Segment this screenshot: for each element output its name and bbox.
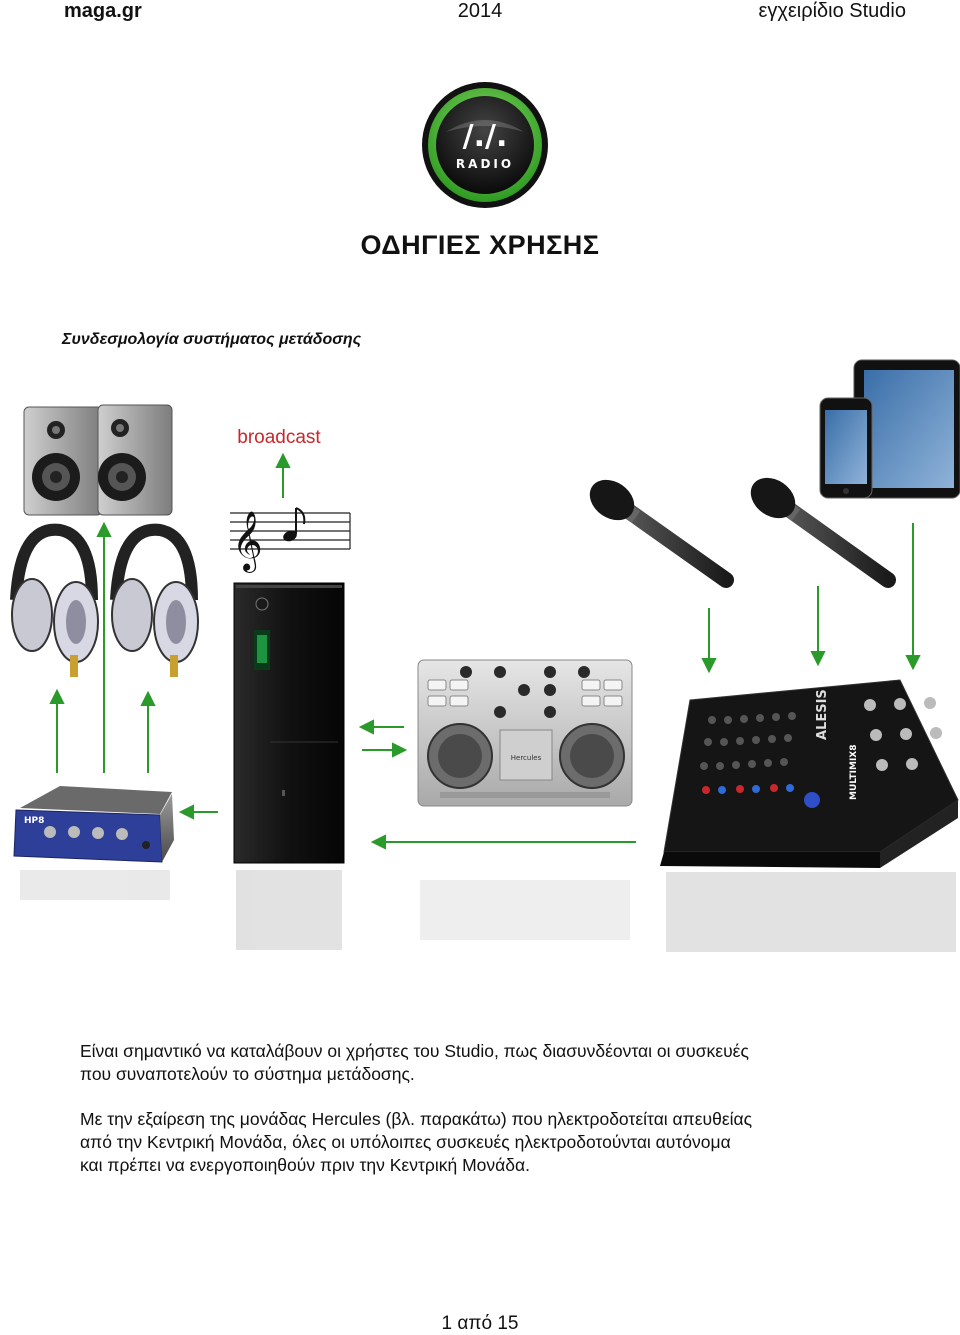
paragraph-line: Είναι σημαντικό να καταλάβουν οι χρήστες του Studio, πως διασυνδέονται οι συσκευές (80, 1041, 749, 1061)
amp-brand: HP8 (24, 816, 45, 826)
arrow-down-icon (703, 659, 715, 671)
logo-text: RADIO (455, 157, 515, 171)
microphone-icon (582, 471, 726, 580)
hercules-controller-icon (418, 660, 632, 806)
page-number: 1 από 15 (441, 1313, 519, 1334)
header-doc-title: εγχειρίδιο Studio (758, 0, 906, 22)
page-title: ΟΔΗΓΙΕΣ ΧΡΗΣΗΣ (360, 230, 600, 260)
arrow-up-icon (98, 524, 110, 536)
arrow-down-icon (907, 656, 919, 668)
headphones-icon (112, 530, 198, 677)
arrow-up-icon (277, 455, 289, 467)
header-year: 2014 (457, 0, 503, 22)
headphones-icon (12, 530, 98, 677)
svg-text:𝄞: 𝄞 (232, 511, 263, 571)
music-note-icon (230, 508, 350, 573)
arrow-left-icon (181, 806, 193, 818)
arrow-up-icon (51, 691, 63, 703)
radio-logo (420, 80, 550, 210)
speaker-icon (98, 405, 172, 515)
mixer-model: MULTIMIX8 (849, 744, 859, 800)
section-subtitle: Συνδεσμολογία συστήματος μετάδοσης (62, 331, 362, 348)
header-site: maga.gr (64, 0, 142, 22)
headphone-amplifier-icon (14, 786, 174, 862)
paragraph-line: Με την εξαίρεση της μονάδας Hercules (βλ. παρακάτω) που ηλεκτροδοτείται απευθείας (80, 1109, 753, 1129)
speaker-icon (24, 407, 102, 515)
broadcast-label: broadcast (237, 427, 321, 448)
device-reflections (20, 870, 956, 952)
arrow-left-icon (373, 836, 385, 848)
arrow-down-icon (812, 652, 824, 664)
paragraph-intro (80, 1040, 910, 1086)
arrow-up-icon (142, 693, 154, 705)
paragraph-line: και πρέπει να ενεργοποιηθούν πριν την Κεντρική Μονάδα. (80, 1155, 530, 1175)
mixer-icon (660, 680, 958, 868)
arrow-left-icon (361, 721, 373, 733)
controller-brand: Hercules (510, 754, 542, 762)
paragraph-line: από την Κεντρική Μονάδα, όλες οι υπόλοιπες συσκευές ηλεκτροδοτούνται αυτόνομα (80, 1132, 731, 1152)
central-unit-icon (234, 583, 344, 863)
arrow-right-icon (393, 744, 405, 756)
mixer-brand: ALESIS (815, 689, 830, 740)
paragraph-line: που συναποτελούν το σύστημα μετάδοσης. (80, 1064, 415, 1084)
logo-mark: /./. (462, 119, 508, 154)
smartphone-icon (820, 398, 872, 498)
connection-diagram (0, 350, 960, 990)
paragraph-power (80, 1108, 910, 1177)
